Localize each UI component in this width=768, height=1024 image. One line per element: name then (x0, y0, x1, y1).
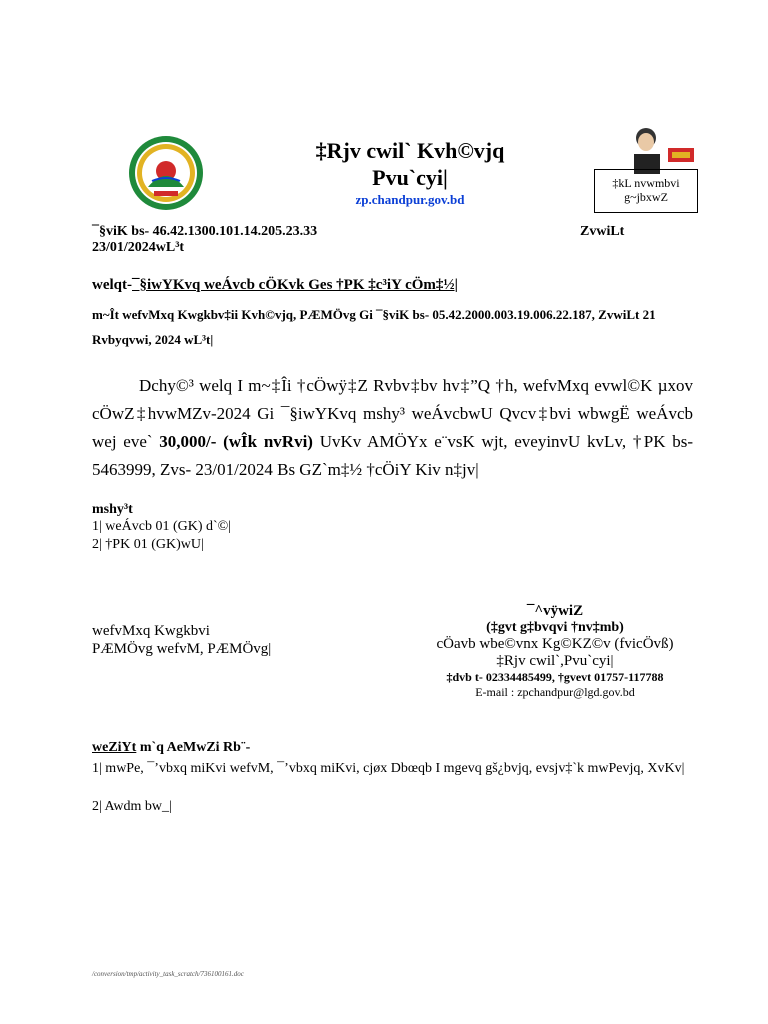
signatory-email[interactable]: E-mail : zpchandpur@lgd.gov.bd (475, 685, 635, 699)
office-title: ‡Rjv cwil` Kvh©vjq (315, 138, 505, 163)
recipient-line2: PÆMÖvg wefvM, PÆMÖvg| (92, 641, 272, 657)
enclosure-item: 1| weÁvcb 01 (GK) d`©| (92, 519, 232, 534)
district-council-seal-logo (128, 135, 204, 211)
reference-text: m~Ît wefvMxq Kwgkbv‡ii Kvh©vjq, PÆMÖvg Gi ¯§viK bs- 05.42.2000.003.19.006.22.187, ZvwiLt 21 Rvbyqvwi, 2024 wL³t| (92, 307, 656, 347)
memo-block (92, 224, 317, 256)
stamp-line1: ‡kL nvwmbvi (612, 176, 680, 190)
distribution-label: weZiYt (92, 740, 137, 755)
body-amount: 30,000/- (wÎk nvRvi) (159, 432, 313, 451)
memo-number: ¯§viK bs- 46.42.1300.101.14.205.23.33 (92, 224, 318, 239)
body-paragraph (92, 372, 693, 484)
memo-date: 23/01/2024wL³t (92, 240, 185, 255)
date-label: ZvwiLt (580, 224, 625, 239)
subject-label: welqt- (92, 277, 132, 293)
stamp-line2: g~jbxwZ (624, 190, 668, 204)
body-part2: UvKv AMÖYx e¨vsK wjt, eveyinvU kvLv, †PK bs- 5463999, Zvs- 23/01/2024 Bs GZ`m‡½ †cÖiY Kiv n‡jv| (92, 432, 694, 479)
signatory-name: (‡gvt g‡bvqvi †nv‡mb) (486, 620, 624, 635)
subject-line (92, 277, 458, 294)
enclosure-title: mshy³t (92, 502, 133, 517)
recipient-line1: wefvMxq Kwgkbvi (92, 623, 210, 639)
office-location: Pvu`cyi| (372, 165, 448, 190)
website-link[interactable]: zp.chandpur.gov.bd (355, 192, 465, 207)
portrait-logo (624, 124, 698, 174)
signatory-designation: cÖavb wbe©vnx Kg©KZ©v (fvicÖvß) (436, 636, 674, 652)
footer-file-path: /conversion/tmp/activity_task_scratch/736100161.doc (92, 970, 244, 978)
body-part1: Dchy©³ welq I m~‡Îi †cÖwÿ‡Z Rvbv‡bv hv‡”Q †h, wefvMxq evwl©K µxov cÖwZ‡hvwMZv-2024 Gi ¯§iwYKvq mshy³ weÁvcbwU Qvcv‡bvi wbwgË weÁvcb wej eve` (92, 376, 693, 451)
signatory-office: ‡Rjv cwil`,Pvu`cyi| (496, 653, 614, 669)
distribution-title (92, 740, 250, 756)
distribution-item: 2| Awdm bw_| (92, 799, 172, 814)
signatory-block (400, 603, 710, 700)
subject-text: ¯§iwYKvq weÁvcb cÖKvk Ges †PK ‡c³iY cÖm‡½| (132, 277, 458, 293)
motto-stamp-box (594, 169, 698, 213)
signed-label: ¯^vÿwiZ (526, 603, 584, 619)
enclosure-item: 2| †PK 01 (GK)wU| (92, 537, 204, 552)
recipient-block (92, 622, 271, 658)
distribution-item: 1| mwPe, ¯’vbxq miKvi wefvM, ¯’vbxq miKvi, cjøx Dbœqb I mgevq gš¿bvjq, evsjv‡`k mwPevjq, XvKv| (92, 761, 685, 776)
signatory-phone: ‡dvb t- 02334485499, †gvevt 01757-117788 (446, 670, 664, 684)
distribution-label-rest: m`q AeMwZi Rb¨- (139, 740, 251, 755)
